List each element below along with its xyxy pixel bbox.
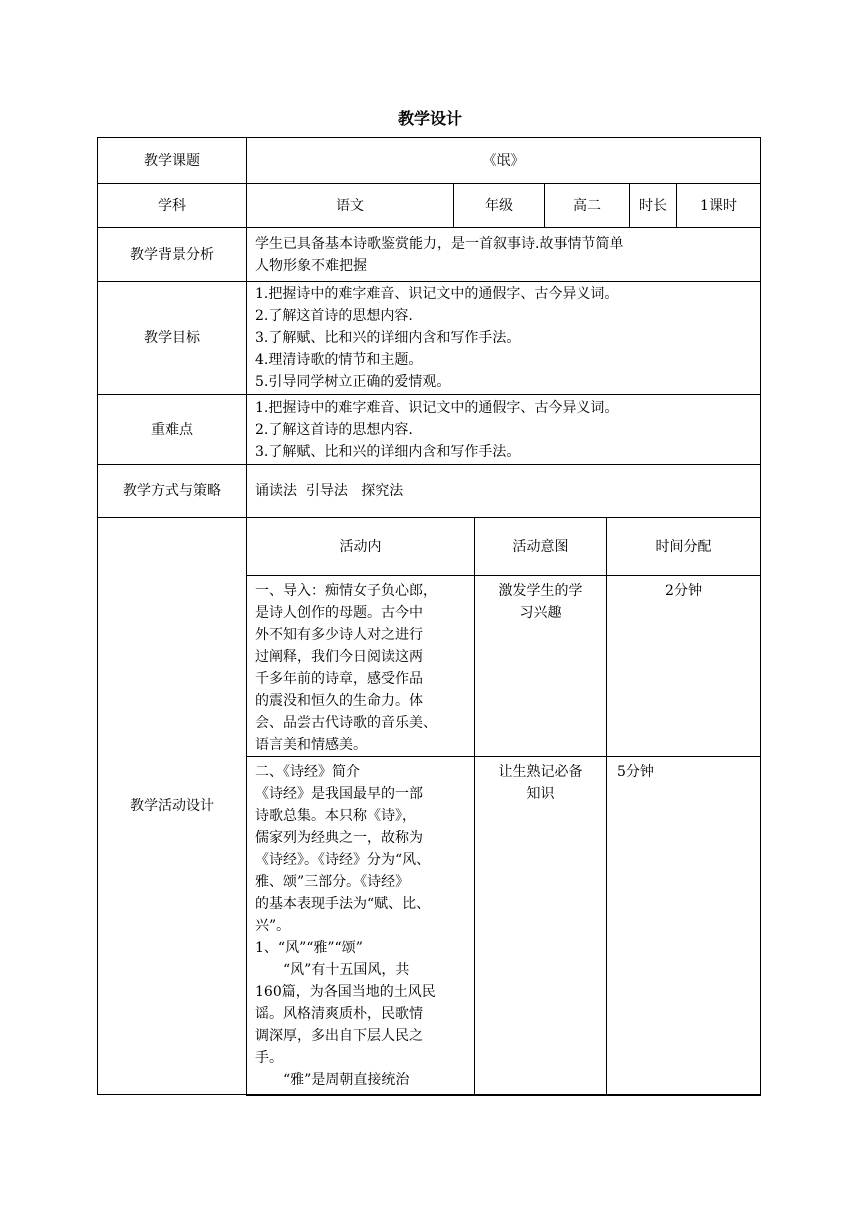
activity-time: 5分钟 [607,757,761,1096]
subject-label: 学科 [98,184,247,228]
activities-table [246,517,761,1096]
col-header-time: 时间分配 [607,518,761,576]
activities-label: 教学活动设计 [98,518,247,1095]
grade-value: 高二 [545,184,630,228]
key-points-label: 重难点 [98,395,247,465]
col-header-intent: 活动意图 [475,518,607,576]
methods-label: 教学方式与策略 [98,465,247,518]
page-title: 教学设计 [397,109,462,128]
key-points-text: 1.把握诗中的难字难音、识记文中的通假字、古今异义词。 2.了解这首诗的思想内容. 3.了解赋、比和兴的详细内含和写作手法。 [247,395,761,465]
activity-content: 二、《诗经》简介 《诗经》是我国最早的一部 诗歌总集。本只称《诗》， 儒家列为经典之一，故称为 《诗经》。《诗经》分为“风、 雅、颂”三部分。《诗经》 的基本表现手法为“赋、比、 兴”。 1、“风”“雅”“颂” “风”有十五国风，共 160篇，为各国当地的土风民 谣。风格清爽质朴，民歌情 调深厚，多出自下层人民之 手。 “雅”是周朝直接统治 [247,757,475,1096]
activity-intent: 激发学生的学 习兴趣 [475,576,607,757]
background-label: 教学背景分析 [98,228,247,282]
subject-value: 语文 [247,184,454,228]
objectives-label: 教学目标 [98,282,247,395]
topic-label: 教学课题 [98,138,247,184]
objectives-text: 1.把握诗中的难字难音、识记文中的通假字、古今异义词。 2.了解这首诗的思想内容. 3.了解赋、比和兴的详细内含和写作手法。 4.理清诗歌的情节和主题。 5.引导同学树立正确的爱情观。 [247,282,761,395]
grade-label: 年级 [454,184,545,228]
activity-intent: 让生熟记必备 知识 [475,757,607,1096]
background-text: 学生已具备基本诗歌鉴赏能力，是一首叙事诗.故事情节简单 人物形象不难把握 [247,228,761,282]
col-header-content: 活动内 [247,518,475,576]
topic-value: 《氓》 [247,138,761,184]
duration-label: 时长 [630,184,677,228]
duration-value: 1课时 [677,184,761,228]
activity-content: 一、导入：痴情女子负心郎， 是诗人创作的母题。古今中 外不知有多少诗人对之进行 过阐释，我们今日阅读这两 千多年前的诗章，感受作品 的震没和恒久的生命力。体 会、品尝古代诗歌的音乐美、 语言美和情感美。 [247,576,475,757]
activity-time: 2分钟 [607,576,761,757]
methods-text: 诵读法 引导法 探究法 [247,465,761,518]
